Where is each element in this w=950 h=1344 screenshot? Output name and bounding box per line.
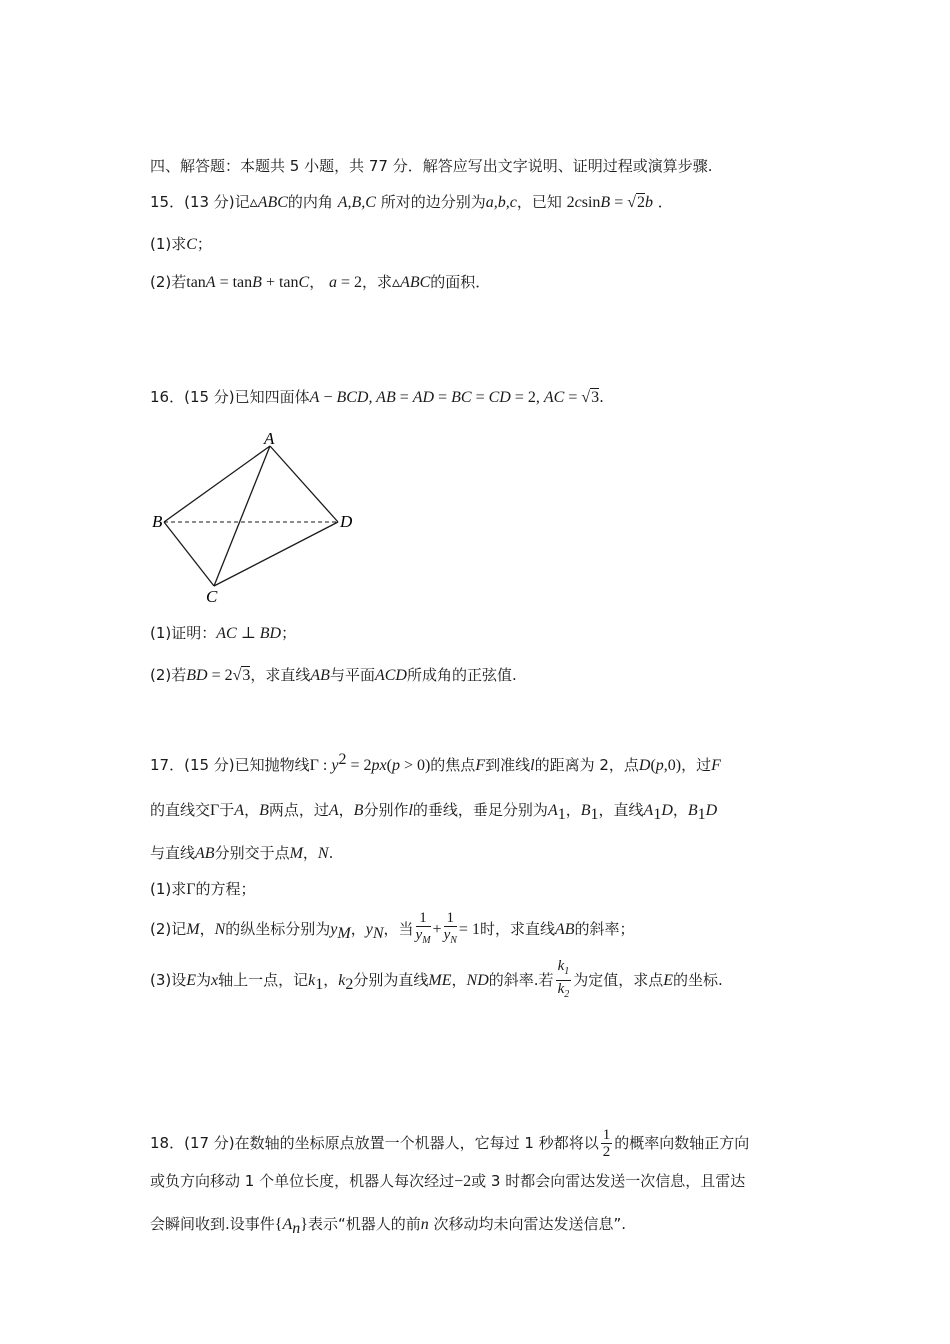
q17-stem-line1: 17．(15 分)已知抛物线Γ : $y^2 = 2px(p > 0)$的焦点F到准线l的距离为 2，点D(p,0)，过F (150, 751, 721, 774)
section-header: 四、解答题：本题共 5 小题，共 77 分．解答应写出文字说明、证明过程或演算步骤. (150, 157, 713, 175)
q16-part2: (2)若BD = 2√3，求直线AB与平面ACD所成角的正弦值. (150, 666, 517, 684)
q16-part1: (1)证明：AC ⊥ BD； (150, 624, 297, 642)
q15-stem: 15．(13 分)记▵ABC的内角 A,B,C 所对的边分别为a,b,c，已知 2csinB = √2b ． (150, 193, 673, 211)
q18-stem-line1: 18．(17 分)在数轴的坐标原点放置一个机器人，它每过 1 秒都将以 $\frac{1}{2}$ 的概率向数轴正方向 (150, 1127, 750, 1160)
q17-part3: (3)设E为x轴上一点，记$k_1$，$k_2$分别为直线ME，ND的斜率.若 $\frac{k_1}{k_2}$ 为定值，求点E的坐标. (150, 958, 723, 1000)
q16-stem: 16．(15 分)已知四面体A − BCD, AB = AD = BC = CD = 2, AC = √3. (150, 388, 604, 406)
q15-part2: (2)若tanA = tanB + tanC， a = 2，求▵ABC的面积． (150, 273, 491, 291)
vertex-label-b: B (152, 512, 163, 531)
q15-part1: (1)求C； (150, 235, 212, 253)
vertex-label-c: C (206, 587, 218, 606)
vertex-label-d: D (340, 512, 353, 531)
q17-part1: (1)求Γ的方程； (150, 880, 256, 898)
vertex-label-a: A (264, 429, 275, 448)
tetrahedron-figure (148, 428, 368, 608)
q17-stem-line2: 的直线交Γ于A，B两点，过A，B分别作l的垂线，垂足分别为$A_1$，$B_1$，直线$A_1D$，$B_1D$ (150, 801, 718, 823)
q18-stem-line3: 会瞬间收到.设事件$\{A_n\}$表示“机器人的前n 次移动均未向雷达发送信息”. (150, 1215, 627, 1237)
q17-stem-line3: 与直线AB分别交于点M，N. (150, 844, 334, 862)
q18-stem-line2: 或负方向移动 1 个单位长度，机器人每次经过−2或 3 时都会向雷达发送一次信息，且雷达 (150, 1172, 746, 1190)
q17-part2: (2)记M，N的纵坐标分别为$y_M$，$y_N$，当 $\frac{1}{y_M}$ + $\frac{1}{y_N}$ = 1时，求直线AB的斜率； (150, 910, 635, 946)
